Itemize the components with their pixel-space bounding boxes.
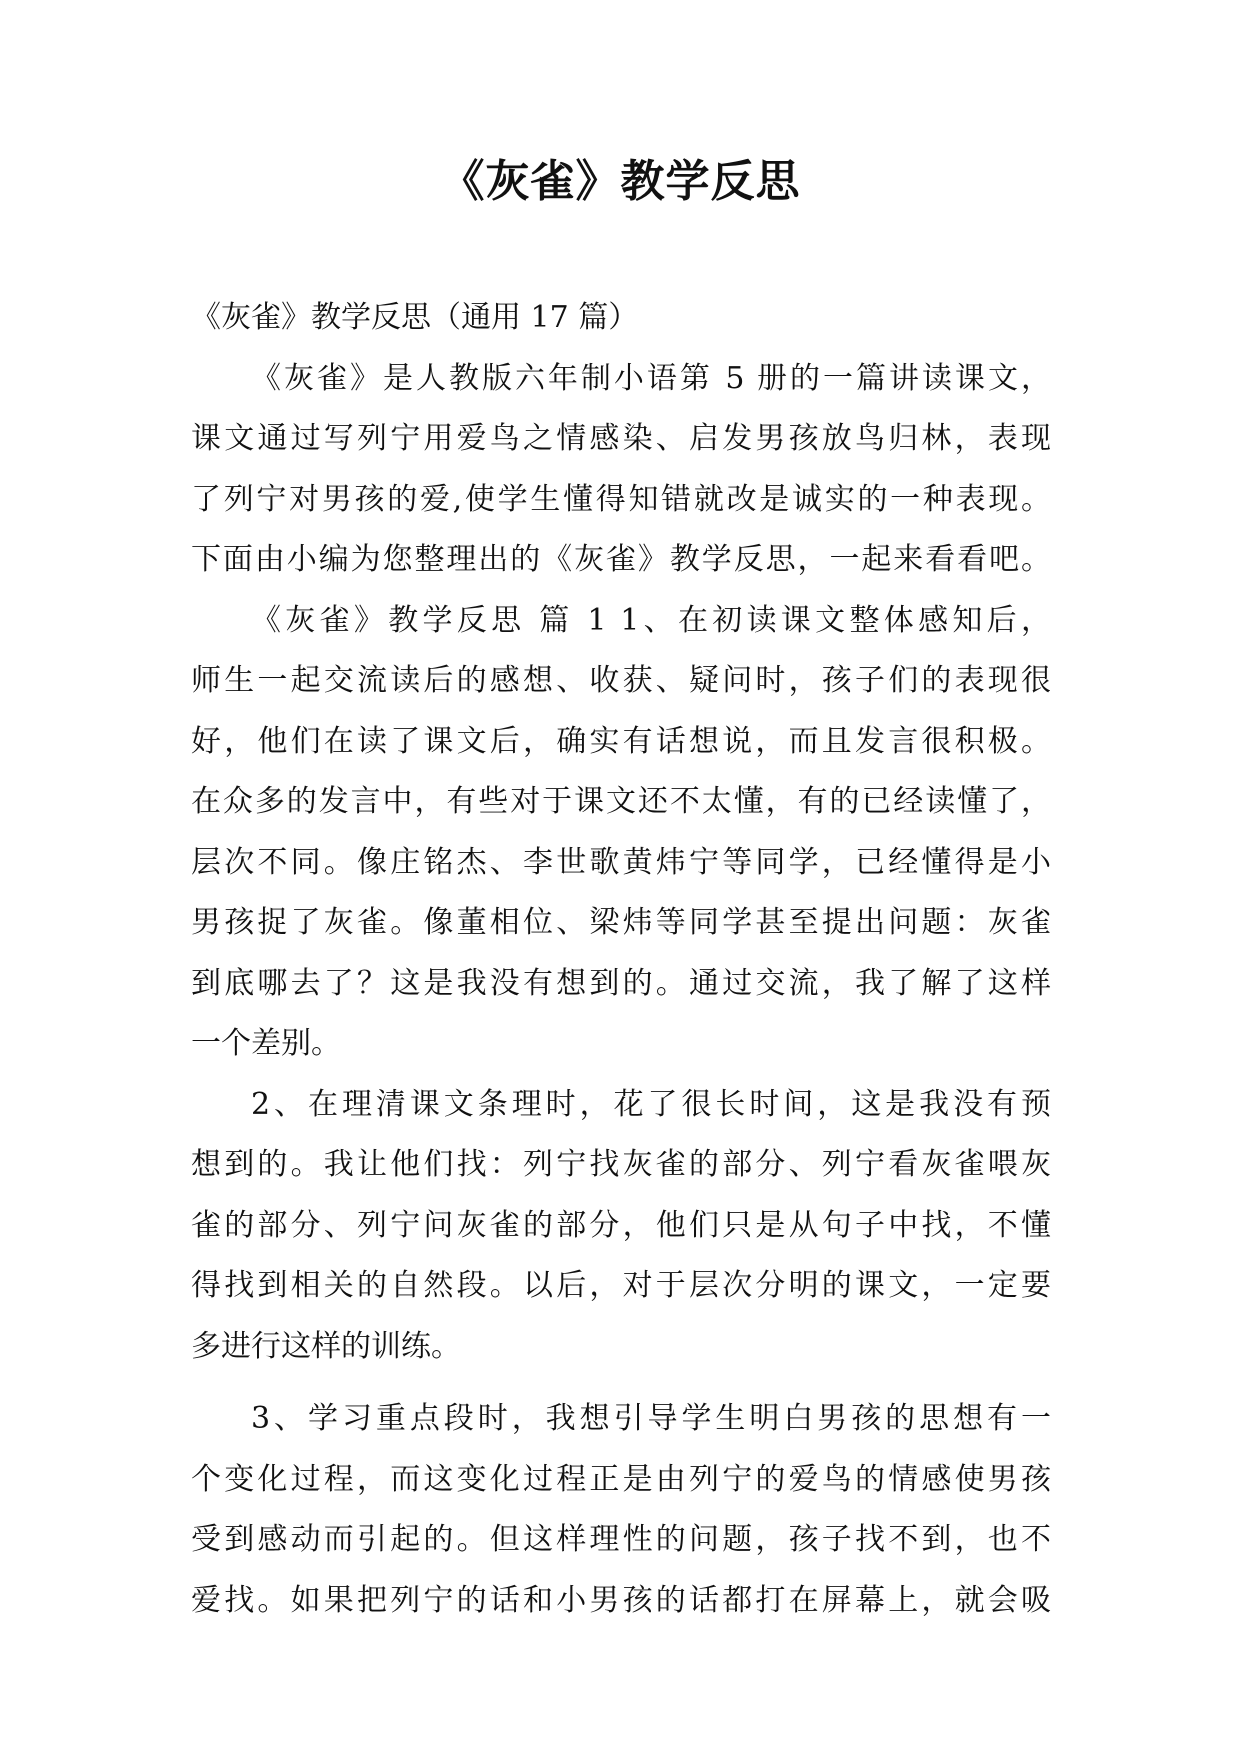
text-line: 得找到相关的自然段。以后，对于层次分明的课文，一定要	[191, 1268, 1051, 1303]
text-line: 《灰雀》教学反思 篇 1 1、在初读课文整体感知后，	[251, 602, 1051, 638]
text-line: 个变化过程，而这变化过程正是由列宁的爱鸟的情感使男孩	[191, 1461, 1051, 1497]
paragraph-gap	[191, 1377, 1051, 1389]
text-line: 雀的部分、列宁问灰雀的部分，他们只是从句子中找，不懂	[191, 1207, 1051, 1243]
text-line: 课文通过写列宁用爱鸟之情感染、启发男孩放鸟归林，表现	[191, 421, 1051, 456]
text-line: 《灰雀》是人教版六年制小语第 5 册的一篇讲读课文，	[251, 360, 1051, 396]
text-line: 多进行这样的训练。	[191, 1328, 461, 1364]
text-line: 一个差别。	[191, 1026, 341, 1061]
document-title: 《灰雀》教学反思	[440, 156, 801, 207]
text-line: 好，他们在读了课文后，确实有话想说，而且发言很积极。	[191, 723, 1051, 759]
text-line: 层次不同。像庄铭杰、李世歌黄炜宁等同学，已经懂得是小	[191, 844, 1051, 880]
text-line: 3、学习重点段时，我想引导学生明白男孩的思想有一	[251, 1401, 1051, 1436]
text-line: 到底哪去了？这是我没有想到的。通过交流，我了解了这样	[191, 965, 1051, 1001]
subtitle-line: 《灰雀》教学反思（通用 17 篇）	[191, 300, 639, 335]
text-line: 受到感动而引起的。但这样理性的问题，孩子找不到，也不	[191, 1522, 1051, 1557]
text-line: 在众多的发言中，有些对于课文还不太懂，有的已经读懂了，	[191, 784, 1051, 819]
text-line: 师生一起交流读后的感想、收获、疑问时，孩子们的表现很	[191, 663, 1051, 698]
text-line: 了列宁对男孩的爱,使学生懂得知错就改是诚实的一种表现。	[191, 481, 1051, 517]
text-line: 下面由小编为您整理出的《灰雀》教学反思，一起来看看吧。	[191, 542, 1051, 577]
document-body	[191, 288, 1051, 1631]
text-line: 想到的。我让他们找：列宁找灰雀的部分、列宁看灰雀喂灰	[191, 1147, 1051, 1182]
text-line: 男孩捉了灰雀。像董相位、梁炜等同学甚至提出问题：灰雀	[191, 905, 1051, 940]
text-line: 爱找。如果把列宁的话和小男孩的话都打在屏幕上，就会吸	[191, 1582, 1051, 1618]
text-line: 2、在理清课文条理时，花了很长时间，这是我没有预	[251, 1086, 1051, 1122]
